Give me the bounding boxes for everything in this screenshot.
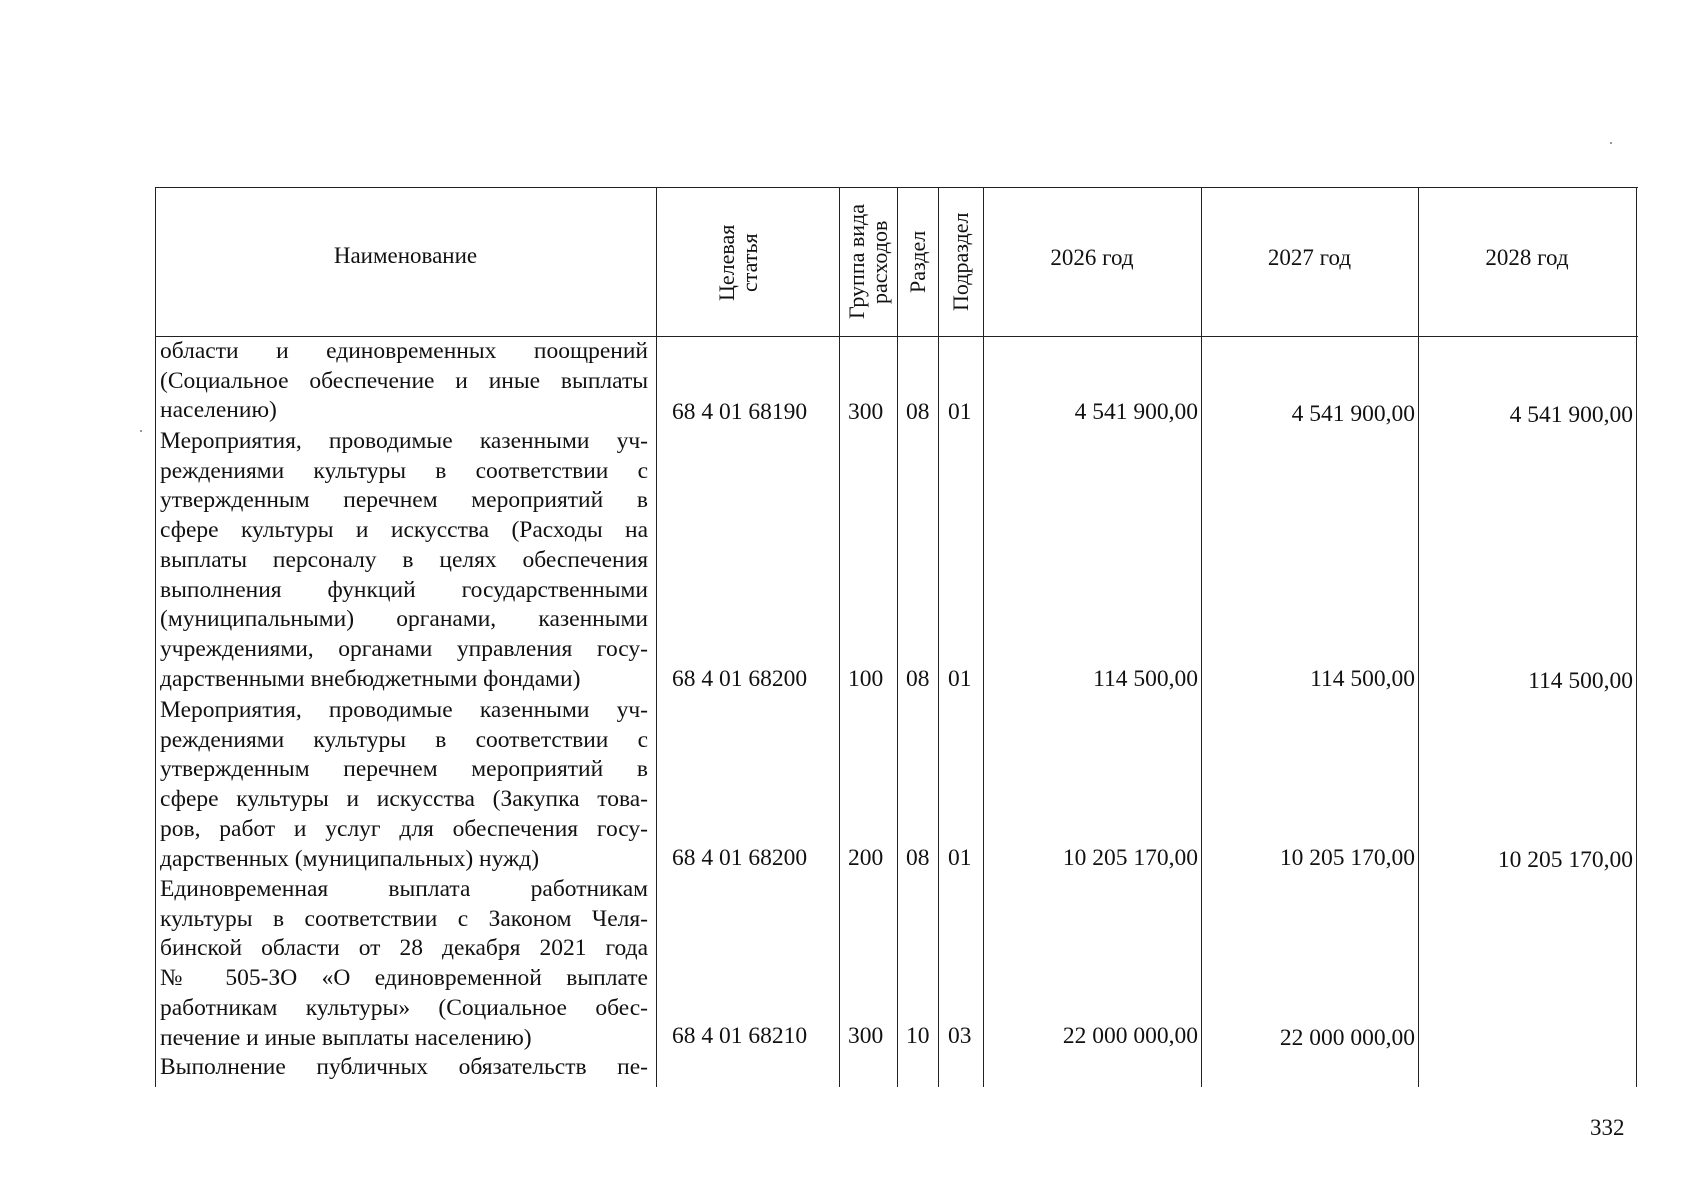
header-name: Наименование	[333, 242, 478, 268]
header-target-article: Целевая статья	[714, 224, 762, 302]
budget-table	[155, 187, 1638, 1087]
scan-speck	[1610, 142, 1612, 144]
scan-speck	[140, 430, 142, 432]
col-border-8	[1636, 187, 1637, 1087]
name-line: реждениями культуры в соответствии с	[160, 726, 648, 753]
name-line: реждениями культуры в соответствии с	[160, 457, 648, 484]
row-code: 68 4 01 68200	[672, 666, 808, 692]
row-subsection: 01	[948, 666, 972, 692]
row-group: 300	[848, 1023, 884, 1049]
row-name	[160, 696, 648, 874]
header-subsection: Подраздел	[948, 212, 973, 312]
header-2027: 2027 год	[1267, 244, 1352, 270]
name-line: населению)	[160, 397, 277, 424]
name-line: утвержденным перечнем мероприятий в	[160, 756, 648, 783]
row-subsection: 03	[948, 1023, 972, 1049]
header-section: Раздел	[905, 230, 930, 294]
row-subsection: 01	[948, 845, 972, 871]
row-section: 10	[906, 1023, 930, 1049]
name-line: выполнения функций государственными	[160, 576, 648, 603]
row-group: 100	[848, 666, 884, 692]
name-line: Мероприятия, проводимые казенными уч-	[160, 697, 648, 723]
row-2027: 22 000 000,00	[1279, 1025, 1415, 1051]
row-name	[160, 875, 648, 1053]
header-2028: 2028 год	[1485, 244, 1569, 270]
row-code: 68 4 01 68210	[672, 1023, 808, 1049]
name-line: Мероприятия, проводимые казенными уч-	[160, 428, 648, 454]
name-line: сфере культуры и искусства (Расходы на	[160, 517, 648, 544]
row-2027: 10 205 170,00	[1279, 845, 1415, 871]
name-line: (муниципальными) органами, казенными	[160, 606, 648, 633]
row-section: 08	[906, 399, 930, 425]
row-group: 300	[848, 399, 884, 425]
name-line: ров, работ и услуг для обеспечения госу-	[160, 815, 648, 842]
row-name	[160, 337, 648, 426]
name-line: № 505-ЗО «О единовременной выплате	[160, 965, 648, 992]
row-section: 08	[906, 666, 930, 692]
row-2027: 114 500,00	[1310, 666, 1415, 692]
page-number: 332	[1590, 1115, 1625, 1140]
name-line: дарственных (муниципальных) нужд)	[160, 845, 540, 872]
name-line: культуры в соответствии с Законом Челя-	[160, 905, 648, 932]
name-line: (Социальное обеспечение и иные выплаты	[160, 367, 648, 394]
name-line: утвержденным перечнем мероприятий в	[160, 487, 648, 514]
row-code: 68 4 01 68200	[672, 845, 808, 871]
name-line: Выполнение публичных обязательств пе-	[160, 1054, 648, 1080]
name-line: работникам культуры» (Социальное обес-	[160, 994, 648, 1021]
name-line: учреждениями, органами управления госу-	[160, 635, 648, 662]
name-line: выплаты персоналу в целях обеспечения	[160, 546, 648, 573]
row-2026: 4 541 900,00	[1074, 399, 1198, 425]
row-2028: 114 500,00	[1528, 668, 1633, 694]
name-line: печение и иные выплаты населению)	[160, 1024, 532, 1051]
name-line: Единовременная выплата работникам	[160, 876, 648, 902]
header-2026: 2026 год	[1050, 244, 1134, 270]
name-line: бинской области от 28 декабря 2021 года	[160, 935, 648, 962]
name-line: дарственными внебюджетными фондами)	[160, 665, 581, 692]
row-2028: 4 541 900,00	[1509, 402, 1633, 428]
row-group: 200	[848, 845, 884, 871]
row-2028: 10 205 170,00	[1497, 847, 1633, 873]
row-name	[160, 427, 648, 694]
row-section: 08	[906, 845, 930, 871]
col-border-1	[656, 187, 657, 1087]
col-border-3	[897, 187, 898, 1087]
row-code: 68 4 01 68190	[672, 399, 808, 425]
row-2026: 114 500,00	[1093, 666, 1198, 692]
row-2026: 22 000 000,00	[1062, 1023, 1198, 1049]
row-2027: 4 541 900,00	[1291, 401, 1415, 427]
row-name	[160, 1053, 648, 1083]
row-2026: 10 205 170,00	[1062, 845, 1198, 871]
name-line: области и единовременных поощрений	[160, 338, 648, 364]
row-subsection: 01	[948, 399, 972, 425]
header-expense-group: Группа вида расходов	[844, 204, 892, 320]
name-line: сфере культуры и искусства (Закупка това-	[160, 786, 648, 813]
